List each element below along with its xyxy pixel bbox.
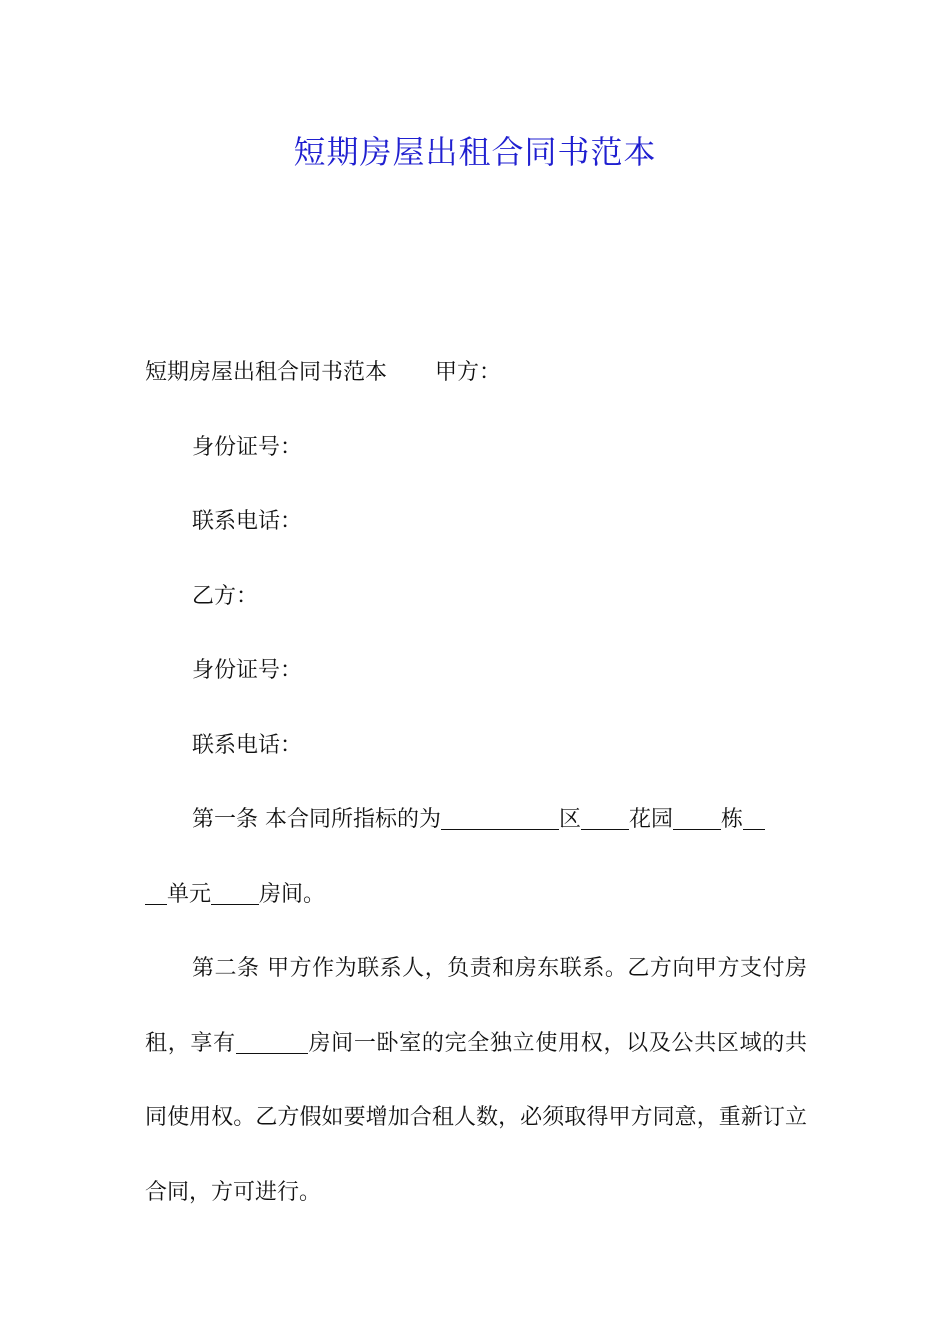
party-a-phone-label: 联系电话：	[192, 509, 303, 534]
blank-district	[441, 807, 559, 830]
party-a-id-label: 身份证号：	[192, 434, 303, 460]
party-b-phone-label: 联系电话：	[192, 732, 303, 758]
blank-garden	[581, 807, 629, 830]
intro-heading: 短期房屋出租合同书范本	[145, 360, 388, 385]
article-1-prefix: 第一条 本合同所指标的为	[192, 807, 441, 832]
blank-unit-b	[145, 882, 167, 905]
blank-building	[673, 807, 721, 830]
blank-unit-a	[743, 807, 765, 830]
party-b-id-label: 身份证号：	[192, 658, 303, 683]
party-b-id-line	[145, 634, 807, 709]
article-2-text-a: 第二条 甲方作为联系人，负责和房东联系。乙方向甲方支付房租，享有	[145, 956, 807, 1056]
article-2-text-b: 房间一卧室的完全独立使用权，以及公共区域的共同使用权。乙方假如要增加合租人数，必须取得甲方同意，重新订立合同，方可进行。	[145, 1030, 807, 1205]
party-b-phone-line	[145, 709, 807, 784]
article-1	[145, 783, 807, 932]
party-b-line	[145, 560, 807, 635]
party-a-phone-line	[145, 485, 807, 560]
party-b-label: 乙方：	[192, 583, 259, 609]
article-1-room: 房间。	[259, 881, 326, 907]
article-1-garden: 花园	[629, 807, 674, 832]
document-title: 短期房屋出租合同书范本	[293, 133, 657, 171]
party-a-id-line	[145, 411, 807, 486]
intro-line	[145, 336, 807, 411]
article-2	[145, 932, 807, 1230]
article-1-unit: 单元	[167, 881, 212, 907]
party-a-label: 甲方：	[435, 360, 502, 385]
article-1-building: 栋	[721, 807, 744, 832]
blank-room	[211, 882, 259, 905]
blank-room-number	[236, 1031, 308, 1054]
document-body	[145, 336, 807, 1230]
article-1-district: 区	[559, 807, 582, 832]
